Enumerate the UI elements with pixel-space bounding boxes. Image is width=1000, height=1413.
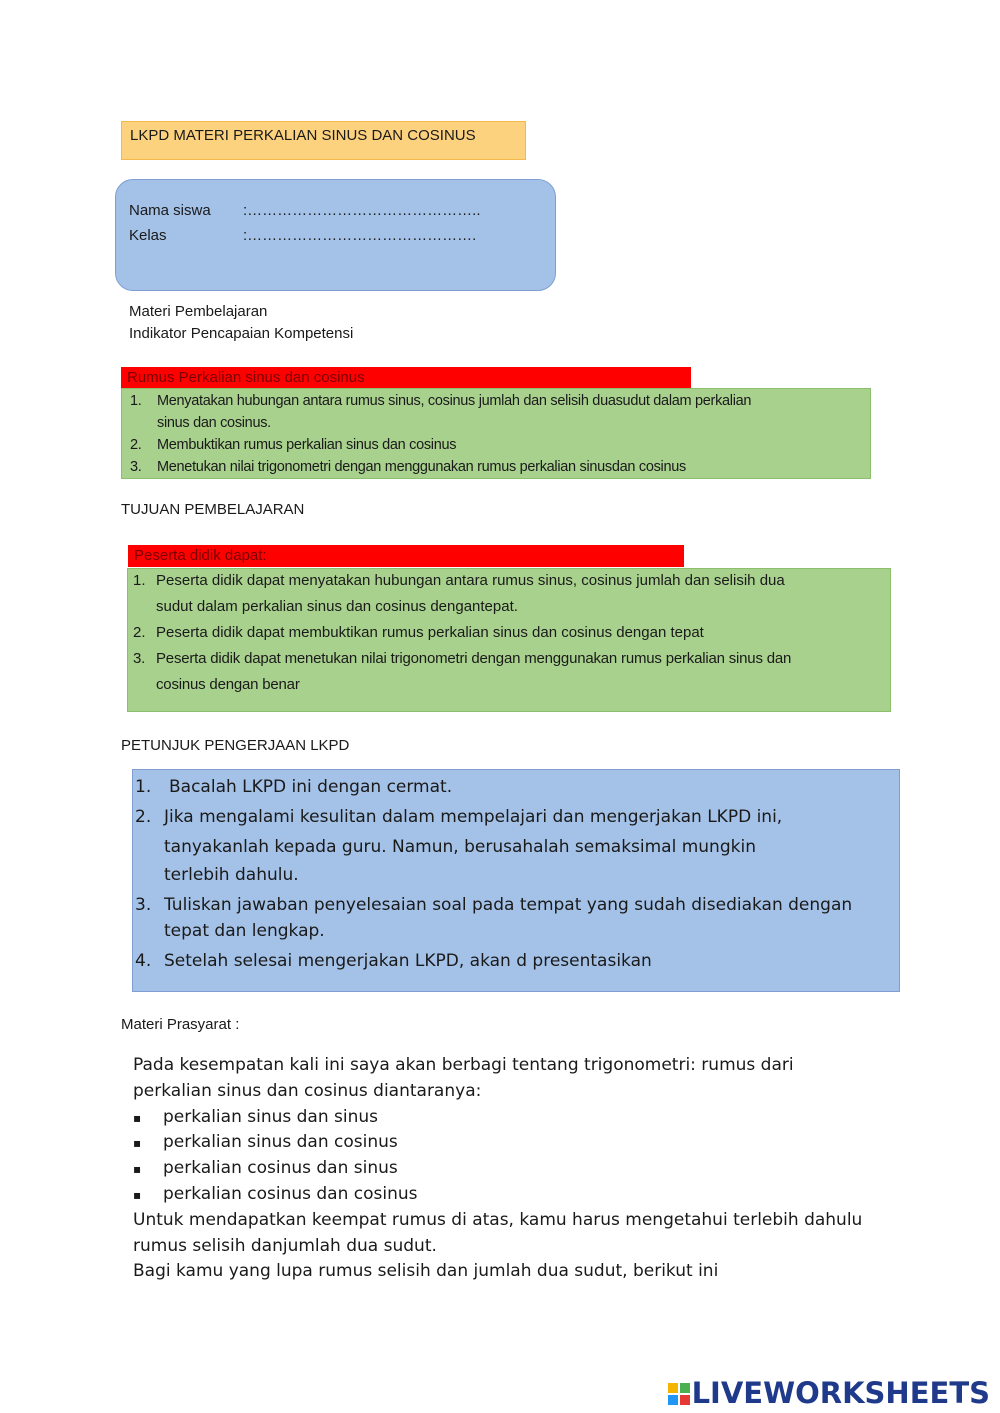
instruction-text-cont: tanyakanlah kepada guru. Namun, berusahalah semaksimal mungkin: [164, 837, 756, 857]
list-item-text: Menyatakan hubungan antara rumus sinus, cosinus jumlah dan selisih duasudut dalam perkalian: [157, 393, 752, 409]
prerequisite-heading: Materi Prasyarat :: [121, 1016, 240, 1033]
list-item-number: 1.: [130, 393, 142, 409]
indicators-header: Rumus Perkalian sinus dan cosinus: [121, 367, 691, 388]
list-item-number: 2.: [133, 624, 146, 641]
bullet-item: perkalian sinus dan cosinus: [163, 1132, 398, 1152]
instruction-number: 2.: [135, 807, 152, 827]
student-class-label: Kelas: [129, 227, 167, 244]
student-name-field[interactable]: :………………………………………..: [243, 202, 481, 219]
objectives-header: Peserta didik dapat:: [128, 545, 684, 567]
prerequisite-outro: Untuk mendapatkan keempat rumus di atas, kamu harus mengetahui terlebih dahulu: [133, 1210, 863, 1230]
instruction-text: Tuliskan jawaban penyelesaian soal pada tempat yang sudah disediakan dengan: [164, 895, 853, 915]
bullet-icon: ▪: [133, 1111, 142, 1125]
list-item: [133, 568, 883, 620]
materi-label: Materi Pembelajaran: [129, 303, 268, 320]
list-item-text-cont: sinus dan cosinus.: [157, 415, 271, 431]
list-item-text-cont: sudut dalam perkalian sinus dan cosinus dengantepat.: [156, 598, 518, 615]
list-item-number: 3.: [133, 650, 146, 667]
list-item: [130, 434, 860, 456]
liveworksheets-logo: [668, 1376, 990, 1410]
indikator-label: Indikator Pencapaian Kompetensi: [129, 325, 354, 342]
list-item-text: Peserta didik dapat membuktikan rumus perkalian sinus dan cosinus dengan tepat: [156, 624, 704, 641]
list-item-number: 2.: [130, 437, 142, 453]
instruction-text-cont: tepat dan lengkap.: [164, 921, 325, 941]
list-item: [133, 646, 883, 698]
bullet-item: perkalian cosinus dan cosinus: [163, 1184, 418, 1204]
instructions-heading: PETUNJUK PENGERJAAN LKPD: [121, 737, 350, 754]
objectives-heading: TUJUAN PEMBELAJARAN: [121, 501, 305, 518]
list-item: [133, 620, 883, 646]
list-item-text: Membuktikan rumus perkalian sinus dan cosinus: [157, 437, 457, 453]
instruction-text: Setelah selesai mengerjakan LKPD, akan d presentasikan: [164, 951, 652, 971]
bullet-item: perkalian cosinus dan sinus: [163, 1158, 398, 1178]
list-item-text: Menetukan nilai trigonometri dengan menggunakan rumus perkalian sinusdan cosinus: [157, 459, 686, 475]
student-info-box: [115, 179, 556, 291]
list-item: [130, 456, 860, 478]
instruction-number: 1.: [135, 777, 152, 797]
list-item-text-cont: cosinus dengan benar: [156, 676, 300, 693]
bullet-item: perkalian sinus dan sinus: [163, 1107, 379, 1127]
instruction-number: 4.: [135, 951, 152, 971]
bullet-icon: ▪: [133, 1162, 142, 1176]
instruction-text: Jika mengalami kesulitan dalam mempelajari dan mengerjakan LKPD ini,: [164, 807, 783, 827]
instruction-text-cont: terlebih dahulu.: [164, 865, 299, 885]
list-item: [130, 390, 860, 434]
list-item-number: 1.: [133, 572, 146, 589]
objectives-box: [127, 568, 891, 712]
bullet-icon: ▪: [133, 1136, 142, 1150]
list-item-text: Peserta didik dapat menetukan nilai trigonometri dengan menggunakan rumus perkalian sinus dan: [156, 650, 792, 667]
list-item-number: 3.: [130, 459, 142, 475]
student-name-label: Nama siswa: [129, 202, 211, 219]
objectives-list: [133, 568, 883, 698]
worksheet-title: LKPD MATERI PERKALIAN SINUS DAN COSINUS: [121, 121, 526, 160]
liveworksheets-logo-icon: [668, 1383, 690, 1405]
list-item-text: Peserta didik dapat menyatakan hubungan antara rumus sinus, cosinus jumlah dan selisih dua: [156, 572, 785, 589]
prerequisite-intro: Pada kesempatan kali ini saya akan berbagi tentang trigonometri: rumus dari: [133, 1055, 794, 1075]
prerequisite-intro-cont: perkalian sinus dan cosinus diantaranya:: [133, 1081, 482, 1101]
indicators-box: [121, 388, 871, 479]
bullet-icon: ▪: [133, 1188, 142, 1202]
prerequisite-outro-final: Bagi kamu yang lupa rumus selisih dan jumlah dua sudut, berikut ini: [133, 1261, 719, 1281]
instructions-box: [132, 769, 900, 992]
indicators-list: [130, 390, 860, 478]
student-class-field[interactable]: :……………………………………….: [243, 227, 477, 244]
liveworksheets-logo-text: LIVEWORKSHEETS: [691, 1376, 990, 1410]
instruction-number: 3.: [135, 895, 152, 915]
instruction-text: Bacalah LKPD ini dengan cermat.: [169, 777, 453, 797]
prerequisite-outro-cont: rumus selisih danjumlah dua sudut.: [133, 1236, 437, 1256]
